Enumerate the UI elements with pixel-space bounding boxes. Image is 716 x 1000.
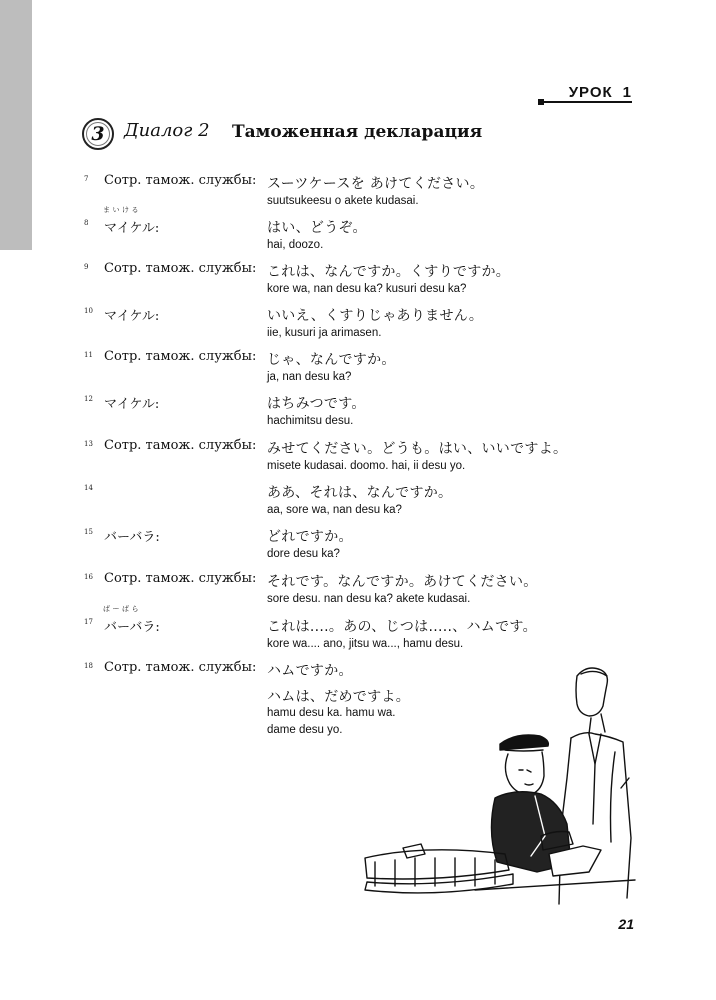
customs-scene-illustration bbox=[345, 658, 636, 908]
speaker: Сотр. тамож. службы: bbox=[104, 173, 257, 188]
line-number: 14 bbox=[84, 484, 93, 492]
japanese-text: いいえ、くすりじゃありません。 bbox=[267, 308, 484, 324]
speaker: バーバラ: bbox=[104, 530, 160, 545]
romaji-text: kore wa, nan desu ka? kusuri desu ka? bbox=[267, 283, 467, 295]
romaji-text: ja, nan desu ka? bbox=[267, 371, 352, 383]
line-number: 18 bbox=[84, 662, 93, 670]
japanese-text: はちみつです。 bbox=[267, 396, 366, 412]
romaji-text: hamu desu ka. hamu wa. bbox=[267, 707, 396, 719]
japanese-text: どれですか。 bbox=[267, 529, 353, 545]
romaji-text: hachimitsu desu. bbox=[267, 415, 354, 427]
speaker: マイケル: bbox=[104, 221, 160, 236]
furigana: ばーばら bbox=[103, 605, 141, 613]
speaker: Сотр. тамож. службы: bbox=[104, 660, 257, 675]
japanese-text: スーツケースを あけてください。 bbox=[267, 176, 485, 192]
line-number: 10 bbox=[84, 307, 93, 315]
furigana: まいける bbox=[103, 206, 141, 214]
japanese-text: みせてください。どうも。はい、いいですよ。 bbox=[267, 441, 568, 457]
romaji-text: dore desu ka? bbox=[267, 548, 340, 560]
line-number: 16 bbox=[84, 573, 93, 581]
line-number: 12 bbox=[84, 395, 93, 403]
speaker: Сотр. тамож. службы: bbox=[104, 349, 257, 364]
romaji-text: hai, doozo. bbox=[267, 239, 324, 251]
line-number: 9 bbox=[84, 263, 89, 271]
japanese-text: これは、なんですか。くすりですか。 bbox=[267, 264, 511, 280]
romaji-text: misete kudasai. doomo. hai, ii desu yo. bbox=[267, 460, 466, 472]
speaker: Сотр. тамож. службы: bbox=[104, 438, 257, 453]
japanese-text: それです。なんですか。あけてください。 bbox=[267, 574, 538, 590]
dialog-number: 3 bbox=[91, 123, 105, 145]
japanese-text: じゃ、なんですか。 bbox=[267, 352, 396, 368]
romaji-text: aa, sore wa, nan desu ka? bbox=[267, 504, 402, 516]
japanese-text: ハムですか。 bbox=[267, 663, 353, 679]
line-number: 13 bbox=[84, 440, 93, 448]
line-number: 17 bbox=[84, 618, 93, 626]
header-rule bbox=[540, 101, 632, 103]
speaker: Сотр. тамож. службы: bbox=[104, 261, 257, 276]
speaker: バーバラ: bbox=[104, 620, 160, 635]
speaker: Сотр. тамож. службы: bbox=[104, 571, 257, 586]
lesson-number: 1 bbox=[622, 84, 632, 101]
section-side-tab bbox=[0, 0, 32, 250]
page-number: 21 bbox=[618, 916, 634, 932]
line-number: 15 bbox=[84, 528, 93, 536]
speaker: マイケル: bbox=[104, 309, 160, 324]
romaji-text: kore wa.... ano, jitsu wa..., hamu desu. bbox=[267, 638, 464, 650]
japanese-text: ああ、それは、なんですか。 bbox=[267, 485, 453, 501]
romaji-text: dame desu yo. bbox=[267, 724, 343, 736]
lesson-header bbox=[569, 84, 632, 101]
speaker: マイケル: bbox=[104, 397, 160, 412]
japanese-text: はい、どうぞ。 bbox=[267, 220, 367, 236]
romaji-text: iie, kusuri ja arimasen. bbox=[267, 327, 382, 339]
line-number: 8 bbox=[84, 219, 89, 227]
line-number: 11 bbox=[84, 351, 93, 359]
line-number: 7 bbox=[84, 175, 89, 183]
lesson-label: УРОК bbox=[568, 84, 613, 101]
dialog-label: Диалог 2 bbox=[124, 120, 210, 141]
japanese-text: これは....。あの、じつは.....、ハムです。 bbox=[267, 619, 537, 635]
romaji-text: sore desu. nan desu ka? akete kudasai. bbox=[267, 593, 471, 605]
japanese-text: ハムは、だめですよ。 bbox=[267, 689, 410, 705]
dialog-heading: Таможенная декларация bbox=[232, 122, 483, 142]
romaji-text: suutsukeesu o akete kudasai. bbox=[267, 195, 419, 207]
